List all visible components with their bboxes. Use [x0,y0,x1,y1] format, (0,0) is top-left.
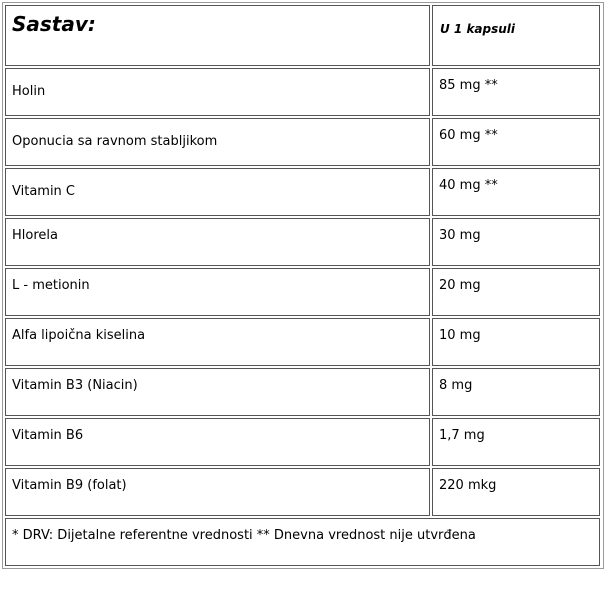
ingredient-name: Holin [12,84,46,99]
table-row-name [5,468,430,516]
table-row-name [5,418,430,466]
table-row-amount [432,68,600,116]
ingredient-amount: 1,7 mg [439,428,485,443]
table-row-name [5,68,430,116]
ingredient-name: Vitamin B6 [12,428,84,443]
table-row-amount [432,368,600,416]
ingredient-amount: 85 mg ** [439,78,498,93]
ingredient-amount: 220 mkg [439,478,497,493]
table-row-name [5,218,430,266]
table-row-name [5,118,430,166]
table-row-amount [432,468,600,516]
footnote-text: * DRV: Dijetalne referentne vrednosti ** Dnevna vrednost nije utvrđena [12,528,476,543]
ingredient-amount: 40 mg ** [439,178,498,193]
ingredient-amount: 10 mg [439,328,481,343]
ingredient-name: Vitamin B9 (folat) [12,478,127,493]
table-row-amount [432,168,600,216]
ingredient-name: Alfa lipoična kiselina [12,328,146,343]
ingredient-name: Vitamin C [12,184,76,199]
table-row-amount [432,118,600,166]
table-row-amount [432,418,600,466]
header-title-cell [5,5,430,66]
table-row-name [5,318,430,366]
ingredient-name: Hlorela [12,228,58,243]
table-row-name [5,168,430,216]
table-row-name [5,368,430,416]
table-row-amount [432,318,600,366]
ingredient-amount: 8 mg [439,378,473,393]
ingredient-name: L - metionin [12,278,90,293]
table-title: Sastav: [12,12,96,36]
ingredient-name: Vitamin B3 (Niacin) [12,378,138,393]
ingredient-amount: 60 mg ** [439,128,498,143]
footnote-cell [5,518,600,566]
ingredient-name: Oponucia sa ravnom stabljikom [12,134,218,149]
ingredient-amount: 20 mg [439,278,481,293]
unit-header: U 1 kapsuli [440,22,516,36]
ingredient-amount: 30 mg [439,228,481,243]
header-unit-cell [432,5,600,66]
table-row-name [5,268,430,316]
table-row-amount [432,268,600,316]
table-row-amount [432,218,600,266]
